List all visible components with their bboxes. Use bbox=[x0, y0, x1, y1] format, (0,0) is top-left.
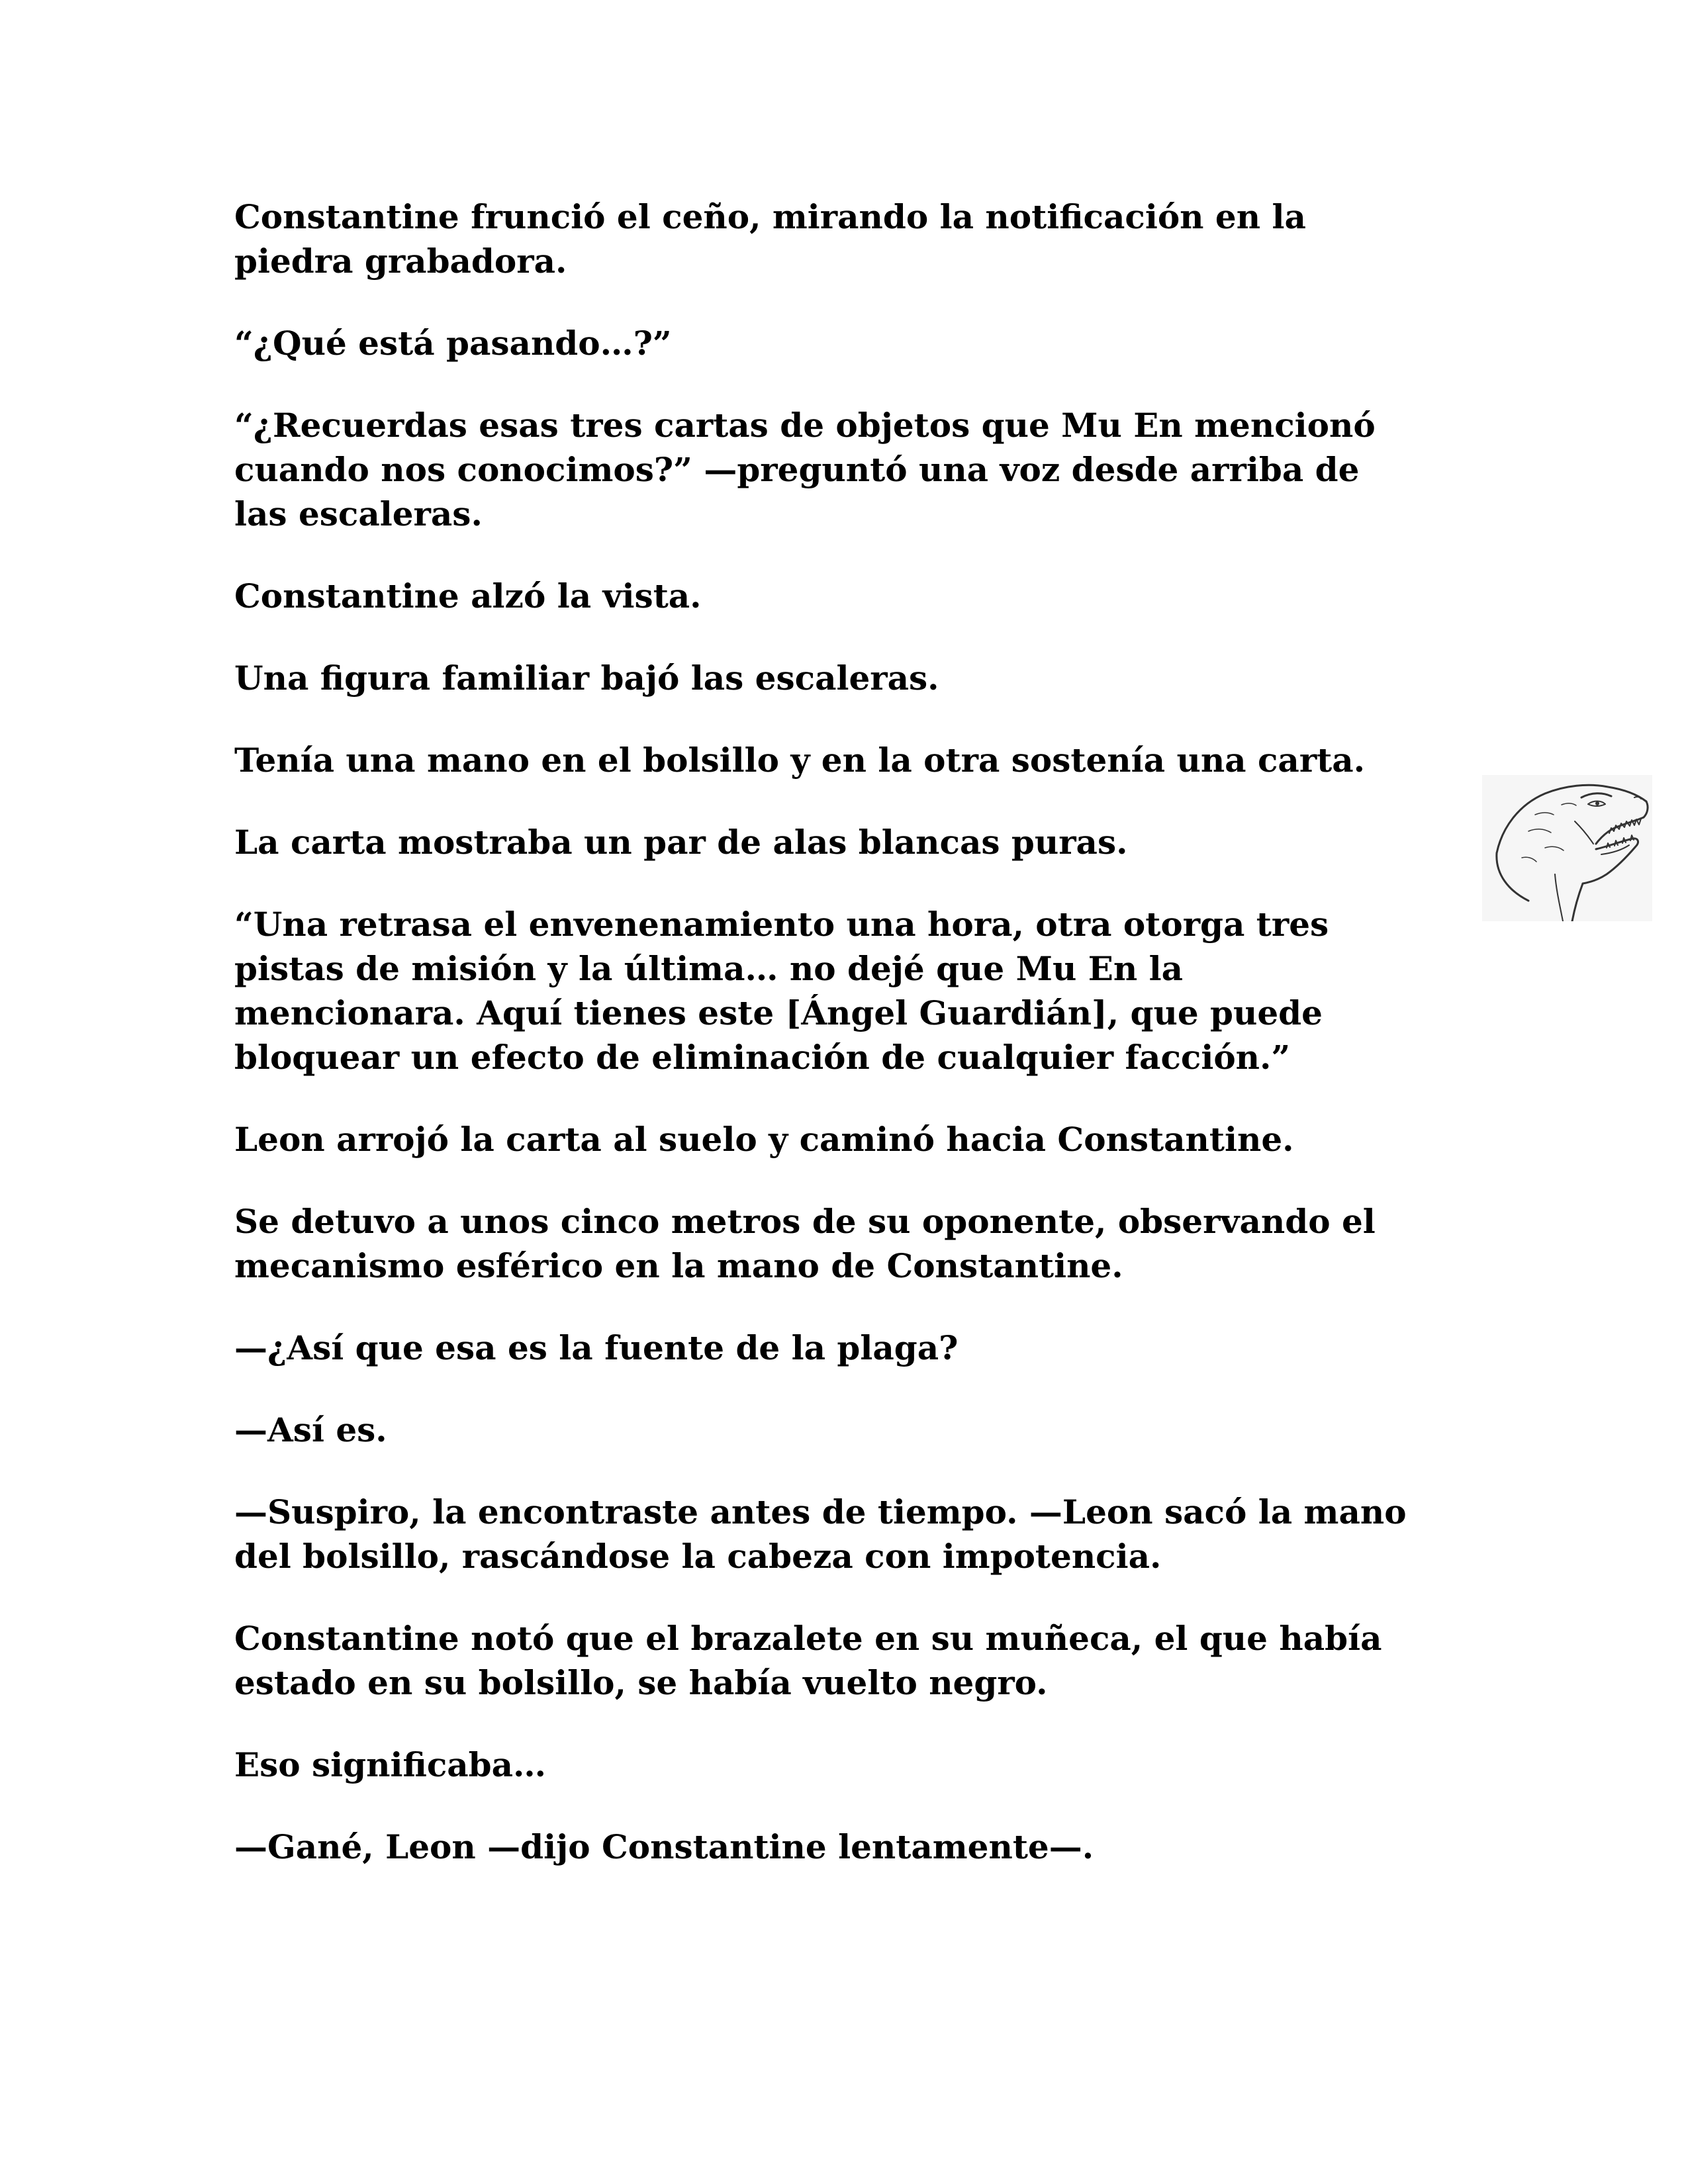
text-line: bloquear un efecto de eliminación de cualquier facción.” bbox=[234, 1038, 1291, 1077]
text-line: Constantine alzó la vista. bbox=[234, 576, 702, 615]
paragraph bbox=[234, 1117, 1558, 1161]
paragraph bbox=[234, 902, 1558, 1079]
dinosaur-logo bbox=[1482, 775, 1652, 921]
text-line: Constantine notó que el brazalete en su muñeca, el que había bbox=[234, 1619, 1382, 1658]
text-line: estado en su bolsillo, se había vuelto negro. bbox=[234, 1663, 1048, 1702]
text-line: mecanismo esférico en la mano de Constantine. bbox=[234, 1246, 1123, 1285]
text-line: cuando nos conocimos?” —preguntó una voz desde arriba de bbox=[234, 450, 1360, 489]
text-line: Leon arrojó la carta al suelo y caminó hacia Constantine. bbox=[234, 1120, 1294, 1159]
paragraph bbox=[234, 1743, 1558, 1787]
paragraph bbox=[234, 1490, 1558, 1578]
text-line: piedra grabadora. bbox=[234, 242, 567, 281]
text-line: “¿Qué está pasando…?” bbox=[234, 324, 672, 363]
text-line: del bolsillo, rascándose la cabeza con impotencia. bbox=[234, 1537, 1162, 1576]
paragraph bbox=[234, 321, 1558, 365]
text-line: —Así es. bbox=[234, 1410, 387, 1449]
paragraph bbox=[234, 1326, 1558, 1370]
paragraph bbox=[234, 1616, 1558, 1705]
text-line: “Una retrasa el envenenamiento una hora, otra otorga tres bbox=[234, 905, 1329, 944]
dinosaur-head-outline bbox=[1497, 785, 1648, 921]
text-line: Una figura familiar bajó las escaleras. bbox=[234, 659, 939, 698]
text-line: mencionara. Aquí tienes este [Ángel Guardián], que puede bbox=[234, 993, 1323, 1032]
text-line: Se detuvo a unos cinco metros de su oponente, observando el bbox=[234, 1202, 1376, 1241]
text-line: pistas de misión y la última… no dejé que Mu En la bbox=[234, 949, 1183, 988]
paragraph bbox=[234, 820, 1558, 864]
paragraph bbox=[234, 1199, 1558, 1288]
dinosaur-head-icon bbox=[1482, 775, 1652, 921]
paragraph bbox=[234, 738, 1558, 782]
text-line: Constantine frunció el ceño, mirando la notificación en la bbox=[234, 197, 1306, 236]
paragraph bbox=[234, 1408, 1558, 1452]
paragraph bbox=[234, 195, 1558, 283]
document-body bbox=[234, 195, 1558, 1907]
dinosaur-pupil bbox=[1595, 801, 1599, 805]
paragraph bbox=[234, 403, 1558, 536]
paragraph bbox=[234, 656, 1558, 700]
text-line: La carta mostraba un par de alas blancas puras. bbox=[234, 823, 1128, 862]
text-line: “¿Recuerdas esas tres cartas de objetos que Mu En mencionó bbox=[234, 406, 1376, 445]
text-line: —Gané, Leon —dijo Constantine lentamente—. bbox=[234, 1827, 1094, 1866]
paragraph bbox=[234, 1825, 1558, 1869]
text-line: Eso significaba… bbox=[234, 1745, 547, 1784]
text-line: —Suspiro, la encontraste antes de tiempo. —Leon sacó la mano bbox=[234, 1492, 1407, 1531]
paragraph bbox=[234, 574, 1558, 618]
text-line: —¿Así que esa es la fuente de la plaga? bbox=[234, 1328, 959, 1367]
text-line: las escaleras. bbox=[234, 494, 483, 533]
text-line: Tenía una mano en el bolsillo y en la otra sostenía una carta. bbox=[234, 741, 1366, 780]
